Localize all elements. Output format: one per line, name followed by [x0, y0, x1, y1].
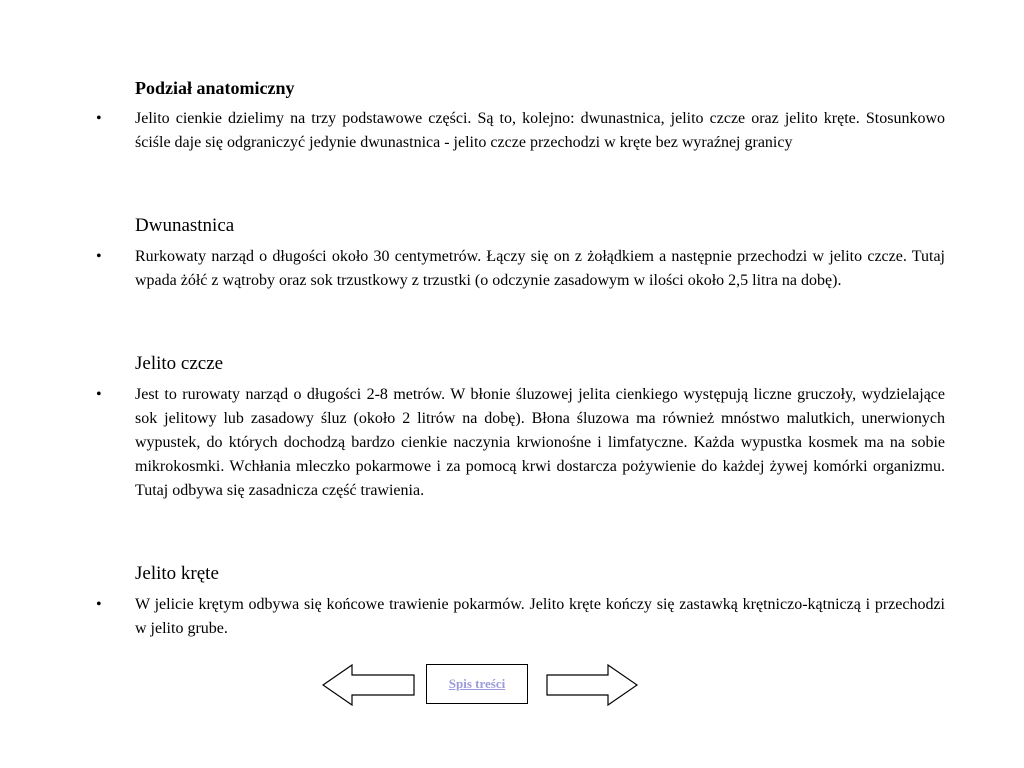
right-arrow-icon	[545, 664, 639, 706]
section-body-dwunastnica	[96, 245, 946, 293]
bullet-marker: •	[96, 110, 102, 127]
toc-box[interactable]	[426, 664, 528, 704]
section-body-podzial	[96, 107, 946, 155]
section-text-podzial: Jelito cienkie dzielimy na trzy podstawowe części. Są to, kolejno: dwunastnica, jelito czcze oraz jelito kręte. Stosunkowo ściśle daje się odgraniczyć jedynie dwunastnica - jelito czcze przechodzi w kręte bez wyraźnej granicy	[135, 110, 945, 151]
bullet-marker: •	[96, 386, 102, 403]
next-slide-button[interactable]	[545, 664, 639, 711]
section-text-jelito-czcze: Jest to rurowaty narząd o długości 2-8 metrów. W błonie śluzowej jelita cienkiego występują liczne gruczoły, wydzielające sok jelitowy lub zasadowy śluz (około 2 litrów na dobę). Błona śluzowa ma również mnóstwo malutkich, unerwionych wypustek, do których dochodzą bardzo cienkie naczynia krwionośne i limfatyczne. Każda wypustka kosmek ma na sobie mikrokosmki. Wchłania mleczko pokarmowe i za pomocą krwi dostarcza pożywienie do każdej żywej komórki organizmu. Tutaj odbywa się zasadnicza część trawienia.	[135, 386, 945, 499]
bullet-marker: •	[96, 596, 102, 613]
section-title-jelito-krete: Jelito kręte	[135, 563, 219, 584]
section-body-jelito-czcze	[96, 383, 946, 503]
prev-slide-button[interactable]	[322, 664, 416, 711]
section-title-dwunastnica: Dwunastnica	[135, 215, 235, 236]
left-arrow-icon	[322, 664, 416, 706]
section-text-jelito-krete: W jelicie krętym odbywa się końcowe trawienie pokarmów. Jelito kręte kończy się zastawką krętniczo-kątniczą i przechodzi w jelito grube.	[135, 596, 945, 637]
toc-link[interactable]: Spis treści	[448, 676, 506, 691]
section-text-dwunastnica: Rurkowaty narząd o długości około 30 centymetrów. Łączy się on z żołądkiem a następnie przechodzi w jelito czcze. Tutaj wpada żółć z wątroby oraz sok trzustkowy z trzustki (o odczynie zasadowym w ilości około 2,5 litra na dobę).	[135, 248, 945, 289]
section-title-podzial: Podział anatomiczny	[135, 78, 295, 98]
bullet-marker: •	[96, 248, 102, 265]
section-title-jelito-czcze: Jelito czcze	[135, 353, 224, 374]
section-body-jelito-krete	[96, 593, 946, 641]
